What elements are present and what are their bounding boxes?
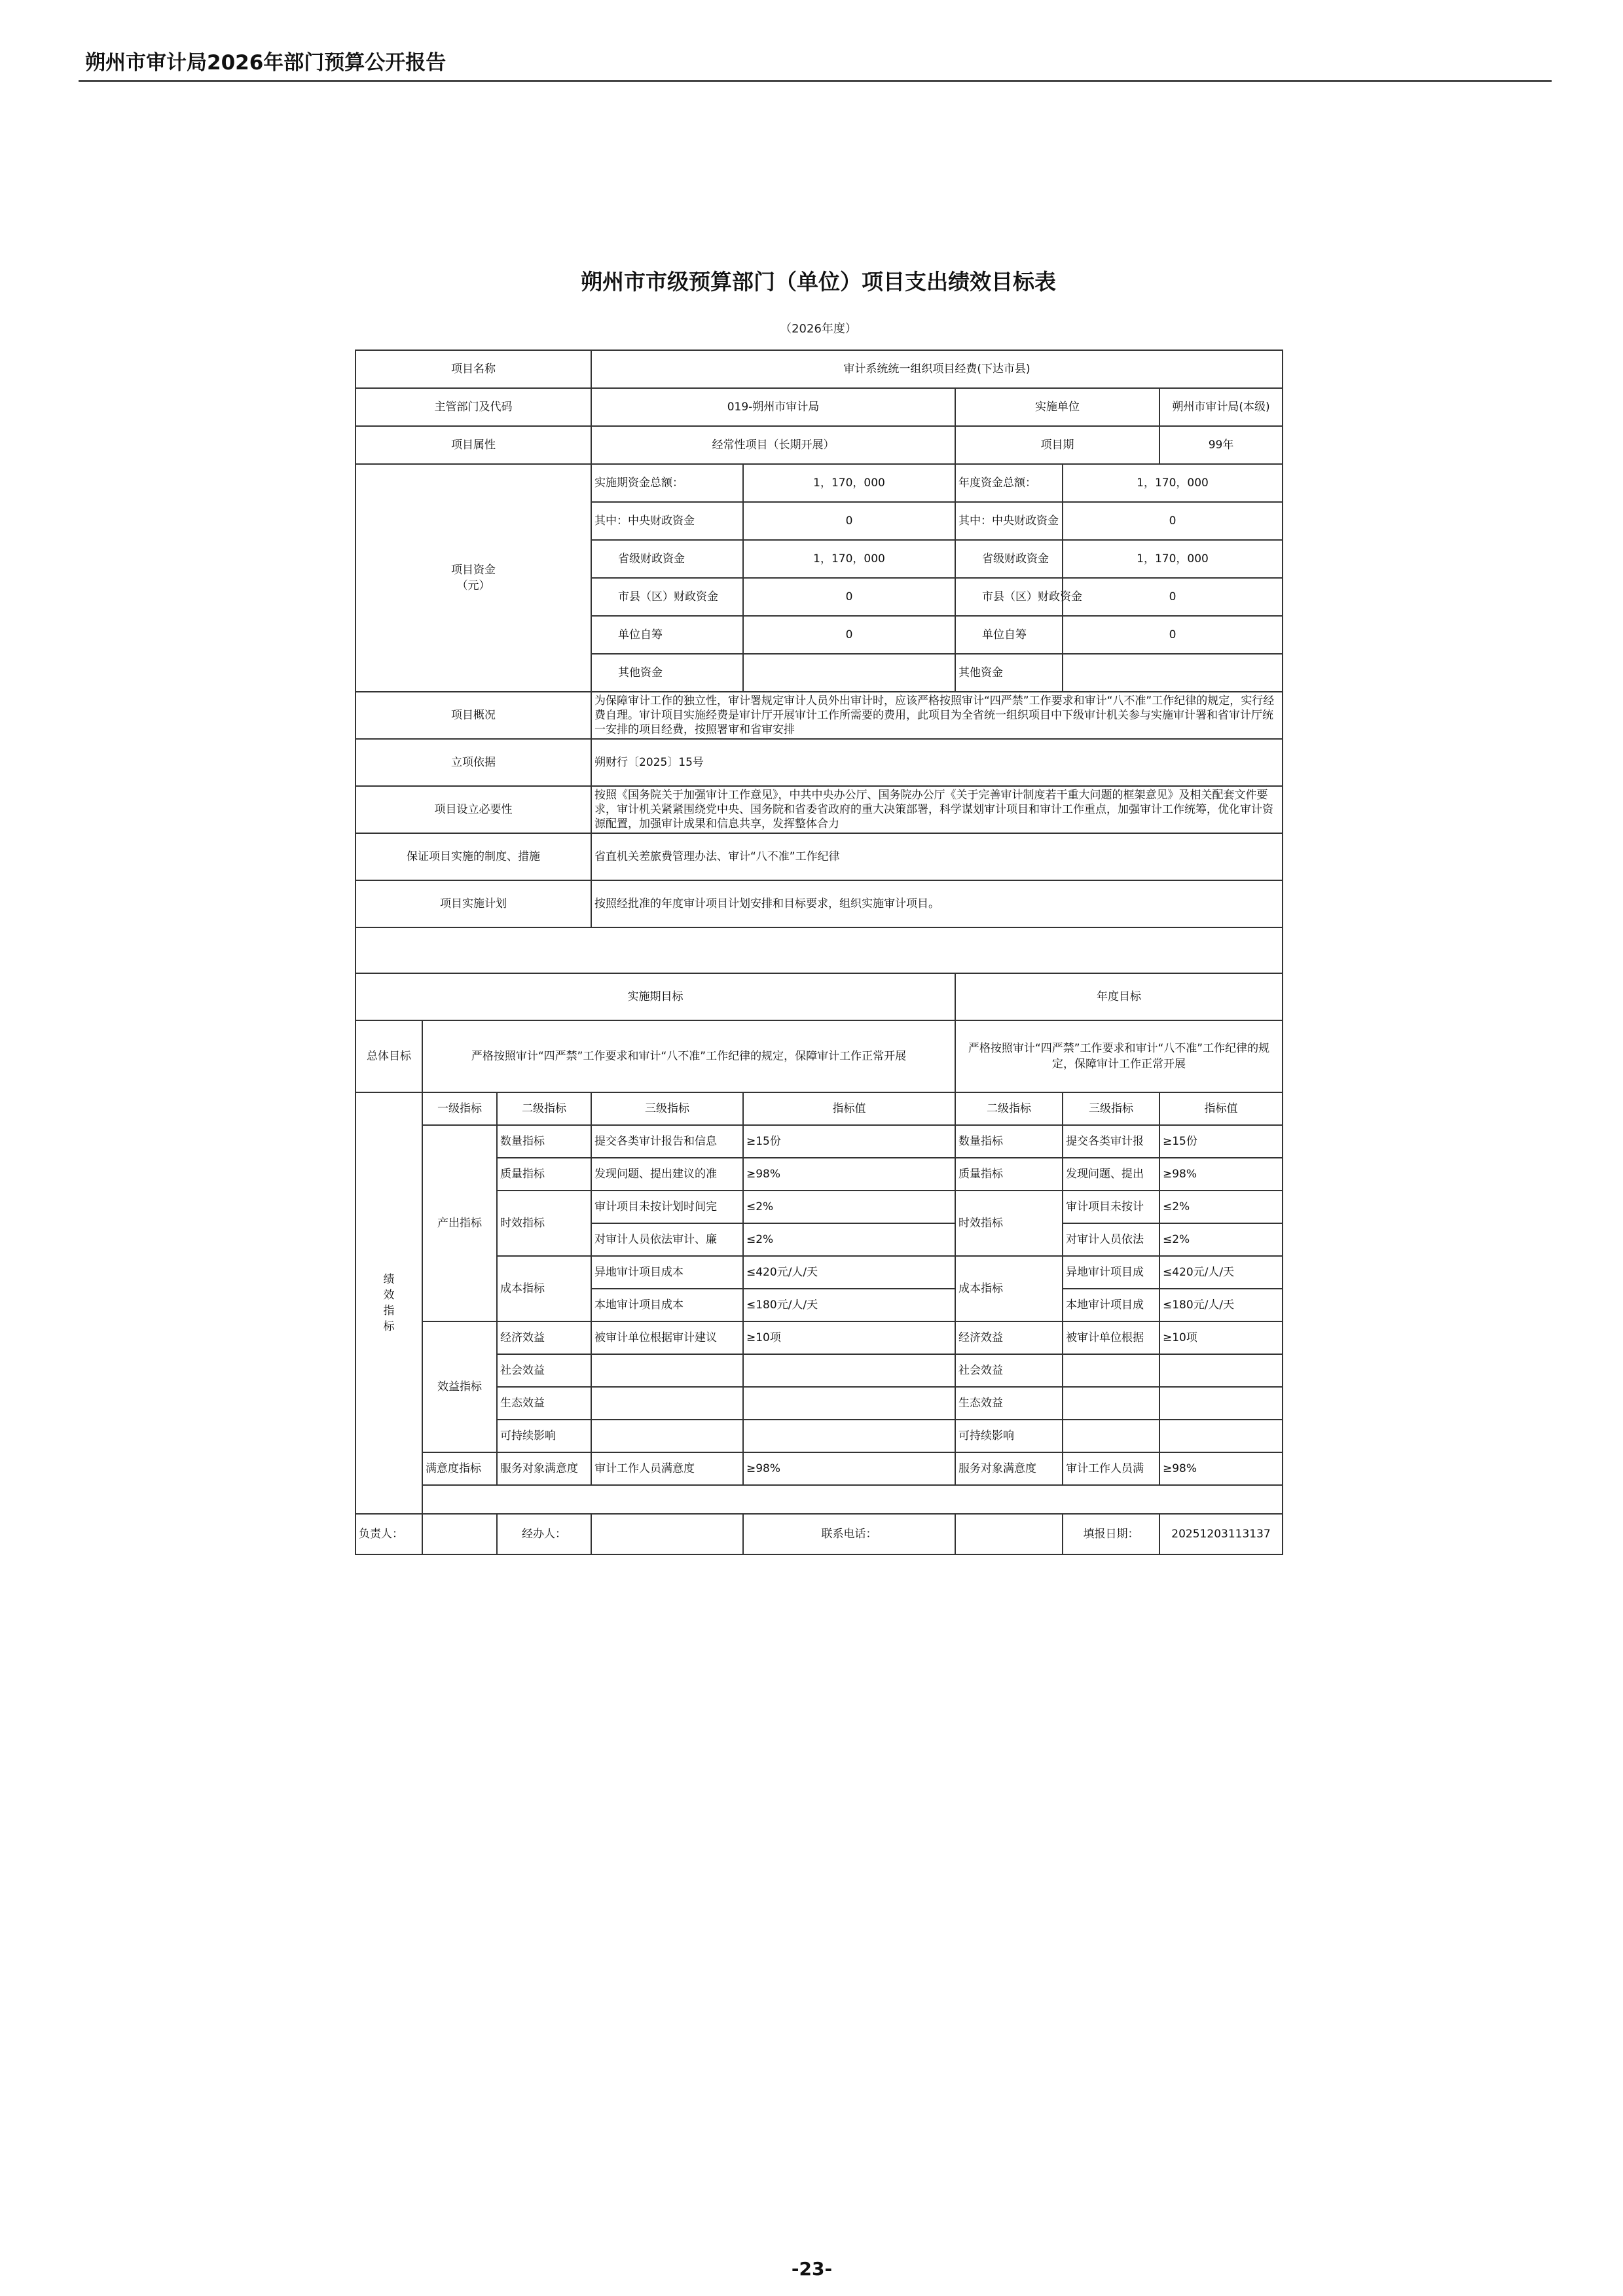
funds-city-label: 市县（区）财政资金 xyxy=(591,578,743,616)
sustainable-value xyxy=(743,1420,955,1452)
economic-label-annual: 经济效益 xyxy=(955,1321,1063,1354)
timeliness2-l3-annual: 对审计人员依法 xyxy=(1063,1223,1159,1256)
funds-annual-value: 1，170，000 xyxy=(1063,464,1283,502)
social-label: 社会效益 xyxy=(497,1354,591,1387)
performance-target-table xyxy=(355,350,1283,1555)
funds-self-value: 0 xyxy=(743,616,955,654)
quality-l3: 发现问题、提出建议的准 xyxy=(591,1158,743,1191)
funds-central-label: 其中：中央财政资金 xyxy=(591,502,743,540)
overview-text xyxy=(591,692,1283,739)
cost1-l3-annual: 异地审计项目成 xyxy=(1063,1256,1159,1289)
performance-table-wrapper xyxy=(355,350,1282,1555)
basis-label: 立项依据 xyxy=(356,739,591,786)
document-header-title: 朔州市审计局2026年部门预算公开报告 xyxy=(85,51,447,75)
funds-central-value-annual: 0 xyxy=(1063,502,1283,540)
quality-label: 质量指标 xyxy=(497,1158,591,1191)
cost-label-annual: 成本指标 xyxy=(955,1256,1063,1321)
output-label: 产出指标 xyxy=(422,1125,497,1321)
cost1-l3: 异地审计项目成本 xyxy=(591,1256,743,1289)
date-label: 填报日期： xyxy=(1063,1514,1159,1554)
row-department xyxy=(356,388,1283,426)
quality-label-annual: 质量指标 xyxy=(955,1158,1063,1191)
funds-annual-label: 年度资金总额： xyxy=(955,464,1063,502)
row-plan xyxy=(356,880,1283,927)
benefit-label: 效益指标 xyxy=(422,1321,497,1452)
necessity-text xyxy=(591,786,1283,833)
economic-l3-annual: 被审计单位根据 xyxy=(1063,1321,1159,1354)
quantity-l3-annual: 提交各类审计报 xyxy=(1063,1125,1159,1158)
row-economic xyxy=(356,1321,1283,1354)
sustainable-label: 可持续影响 xyxy=(497,1420,591,1452)
social-l3 xyxy=(591,1354,743,1387)
row-overview xyxy=(356,692,1283,739)
timeliness2-value-annual: ≤2% xyxy=(1159,1223,1283,1256)
funds-city-value-annual: 0 xyxy=(1063,578,1283,616)
row-footer xyxy=(356,1514,1283,1554)
timeliness-label-annual: 时效指标 xyxy=(955,1191,1063,1256)
period-value: 99年 xyxy=(1159,426,1283,464)
funds-self-label-annual: 单位自筹 xyxy=(955,616,1063,654)
cost2-l3: 本地审计项目成本 xyxy=(591,1289,743,1321)
row-project-name xyxy=(356,350,1283,388)
page-number: -23- xyxy=(791,2258,833,2280)
row-basis xyxy=(356,739,1283,786)
quantity-value-annual: ≥15份 xyxy=(1159,1125,1283,1158)
spacer-cell xyxy=(356,927,1283,973)
ecological-l3-annual xyxy=(1063,1387,1159,1420)
sustainable-value-annual xyxy=(1159,1420,1283,1452)
timeliness1-l3: 审计项目未按计划时间完 xyxy=(591,1191,743,1223)
necessity-text-content: 按照《国务院关于加强审计工作意见》，中共中央办公厅、国务院办公厅《关于完善审计制度若干重大问题的框架意见》及相关配套文件要求，审计机关紧紧围绕党中央、国务院和省委省政府的重大决策部署，科学谋划审计项目和审计工作重点，加强审计工作统筹，优化审计资源配置，加强审计成果和信息共享，发挥整体合力 xyxy=(594,789,1273,831)
row-funds-1 xyxy=(356,464,1283,502)
dept-value: 019-朔州市审计局 xyxy=(591,388,955,426)
row-indicator-header xyxy=(356,1092,1283,1125)
overall-goal-label: 总体目标 xyxy=(356,1020,422,1092)
ecological-label-annual: 生态效益 xyxy=(955,1387,1063,1420)
service-label-annual: 服务对象满意度 xyxy=(955,1452,1063,1485)
sustainable-label-annual: 可持续影响 xyxy=(955,1420,1063,1452)
system-label: 保证项目实施的制度、措施 xyxy=(356,833,591,880)
social-l3-annual xyxy=(1063,1354,1159,1387)
funds-impl-label: 实施期资金总额： xyxy=(591,464,743,502)
handler-label: 经办人： xyxy=(497,1514,591,1554)
ecological-l3 xyxy=(591,1387,743,1420)
economic-value-annual: ≥10项 xyxy=(1159,1321,1283,1354)
quantity-l3: 提交各类审计报告和信息 xyxy=(591,1125,743,1158)
funds-other-value xyxy=(743,654,955,692)
quality-value-annual: ≥98% xyxy=(1159,1158,1283,1191)
cost1-value: ≤420元/人/天 xyxy=(743,1256,955,1289)
handler-value xyxy=(591,1514,743,1554)
report-title: 朔州市市级预算部门（单位）项目支出绩效目标表 xyxy=(581,269,1056,295)
sustainable-l3 xyxy=(591,1420,743,1452)
satisfaction-l3-annual: 审计工作人员满 xyxy=(1063,1452,1159,1485)
funds-impl-value: 1，170，000 xyxy=(743,464,955,502)
row-quantity xyxy=(356,1125,1283,1158)
basis-text: 朔财行〔2025〕15号 xyxy=(591,739,1283,786)
timeliness2-value: ≤2% xyxy=(743,1223,955,1256)
project-name-value: 审计系统统一组织项目经费(下达市县) xyxy=(591,350,1283,388)
ecological-value-annual xyxy=(1159,1387,1283,1420)
funds-central-label-annual: 其中：中央财政资金 xyxy=(955,502,1063,540)
funds-city-label-annual: 市县（区）财政资金 xyxy=(955,578,1063,616)
impl-unit-value: 朔州市审计局(本级) xyxy=(1159,388,1283,426)
funds-provincial-label: 省级财政资金 xyxy=(591,540,743,578)
responsible-label: 负责人： xyxy=(356,1514,422,1554)
annual-goal-text: 严格按照审计“四严禁”工作要求和审计“八不准”工作纪律的规定，保障审计工作正常开展 xyxy=(955,1020,1283,1092)
funds-other-value-annual xyxy=(1063,654,1283,692)
h-value-annual: 指标值 xyxy=(1159,1092,1283,1125)
system-text: 省直机关差旅费管理办法、审计“八不准”工作纪律 xyxy=(591,833,1283,880)
satisfaction-value: ≥98% xyxy=(743,1452,955,1485)
economic-label: 经济效益 xyxy=(497,1321,591,1354)
plan-label: 项目实施计划 xyxy=(356,880,591,927)
service-label: 服务对象满意度 xyxy=(497,1452,591,1485)
cost1-value-annual: ≤420元/人/天 xyxy=(1159,1256,1283,1289)
funds-other-label-annual: 其他资金 xyxy=(955,654,1063,692)
annual-goal-header: 年度目标 xyxy=(955,973,1283,1020)
project-name-label: 项目名称 xyxy=(356,350,591,388)
quality-l3-annual: 发现问题、提出 xyxy=(1063,1158,1159,1191)
row-system xyxy=(356,833,1283,880)
funds-self-value-annual: 0 xyxy=(1063,616,1283,654)
row-goals-header xyxy=(356,973,1283,1020)
h-level2-annual: 二级指标 xyxy=(955,1092,1063,1125)
quantity-label: 数量指标 xyxy=(497,1125,591,1158)
social-value xyxy=(743,1354,955,1387)
responsible-value xyxy=(422,1514,497,1554)
row-necessity xyxy=(356,786,1283,833)
attr-value: 经常性项目（长期开展） xyxy=(591,426,955,464)
date-value: 20251203113137 xyxy=(1159,1514,1283,1554)
h-level1: 一级指标 xyxy=(422,1092,497,1125)
phone-label: 联系电话： xyxy=(743,1514,955,1554)
cost2-value: ≤180元/人/天 xyxy=(743,1289,955,1321)
funds-label: 项目资金 （元） xyxy=(356,464,591,692)
timeliness-label: 时效指标 xyxy=(497,1191,591,1256)
funds-central-value: 0 xyxy=(743,502,955,540)
spacer-cell-2 xyxy=(422,1485,1283,1514)
economic-value: ≥10项 xyxy=(743,1321,955,1354)
funds-city-value: 0 xyxy=(743,578,955,616)
impl-goal-text: 严格按照审计“四严禁”工作要求和审计“八不准”工作纪律的规定，保障审计工作正常开展 xyxy=(422,1020,955,1092)
row-overall-goal xyxy=(356,1020,1283,1092)
timeliness1-value: ≤2% xyxy=(743,1191,955,1223)
h-level3: 三级指标 xyxy=(591,1092,743,1125)
quantity-value: ≥15份 xyxy=(743,1125,955,1158)
funds-provincial-value-annual: 1，170，000 xyxy=(1063,540,1283,578)
timeliness1-l3-annual: 审计项目未按计 xyxy=(1063,1191,1159,1223)
satisfaction-l3: 审计工作人员满意度 xyxy=(591,1452,743,1485)
indicator-section-label: 绩 效 指 标 xyxy=(356,1092,422,1514)
phone-value xyxy=(955,1514,1063,1554)
funds-other-label: 其他资金 xyxy=(591,654,743,692)
row-spacer xyxy=(356,927,1283,973)
row-attribute xyxy=(356,426,1283,464)
cost2-value-annual: ≤180元/人/天 xyxy=(1159,1289,1283,1321)
impl-goal-header: 实施期目标 xyxy=(356,973,955,1020)
h-level2: 二级指标 xyxy=(497,1092,591,1125)
h-level3-annual: 三级指标 xyxy=(1063,1092,1159,1125)
attr-label: 项目属性 xyxy=(356,426,591,464)
sustainable-l3-annual xyxy=(1063,1420,1159,1452)
social-value-annual xyxy=(1159,1354,1283,1387)
cost-label: 成本指标 xyxy=(497,1256,591,1321)
row-satisfaction xyxy=(356,1452,1283,1485)
social-label-annual: 社会效益 xyxy=(955,1354,1063,1387)
timeliness2-l3: 对审计人员依法审计、廉 xyxy=(591,1223,743,1256)
funds-provincial-value: 1，170，000 xyxy=(743,540,955,578)
h-value: 指标值 xyxy=(743,1092,955,1125)
timeliness1-value-annual: ≤2% xyxy=(1159,1191,1283,1223)
cost2-l3-annual: 本地审计项目成 xyxy=(1063,1289,1159,1321)
funds-self-label: 单位自筹 xyxy=(591,616,743,654)
funds-provincial-label-annual: 省级财政资金 xyxy=(955,540,1063,578)
row-spacer-2 xyxy=(356,1485,1283,1514)
quantity-label-annual: 数量指标 xyxy=(955,1125,1063,1158)
quality-value: ≥98% xyxy=(743,1158,955,1191)
satisfaction-value-annual: ≥98% xyxy=(1159,1452,1283,1485)
satisfaction-label: 满意度指标 xyxy=(422,1452,497,1485)
overview-label: 项目概况 xyxy=(356,692,591,739)
plan-text: 按照经批准的年度审计项目计划安排和目标要求，组织实施审计项目。 xyxy=(591,880,1283,927)
overview-text-content: 为保障审计工作的独立性，审计署规定审计人员外出审计时，应该严格按照审计“四严禁”工作要求和审计“八不准”工作纪律的规定，实行经费自理。审计项目实施经费是审计厅开展审计工作所需要的费用，此项目为全省统一组织项目中下级审计机关参与实施审计署和省审计厅统一安排的项目经费，按照署审和省审安排 xyxy=(594,694,1275,736)
necessity-label: 项目设立必要性 xyxy=(356,786,591,833)
economic-l3: 被审计单位根据审计建议 xyxy=(591,1321,743,1354)
dept-label: 主管部门及代码 xyxy=(356,388,591,426)
ecological-value xyxy=(743,1387,955,1420)
header-rule xyxy=(79,80,1552,82)
period-label: 项目期 xyxy=(955,426,1159,464)
report-year: （2026年度） xyxy=(780,322,857,336)
ecological-label: 生态效益 xyxy=(497,1387,591,1420)
impl-unit-label: 实施单位 xyxy=(955,388,1159,426)
